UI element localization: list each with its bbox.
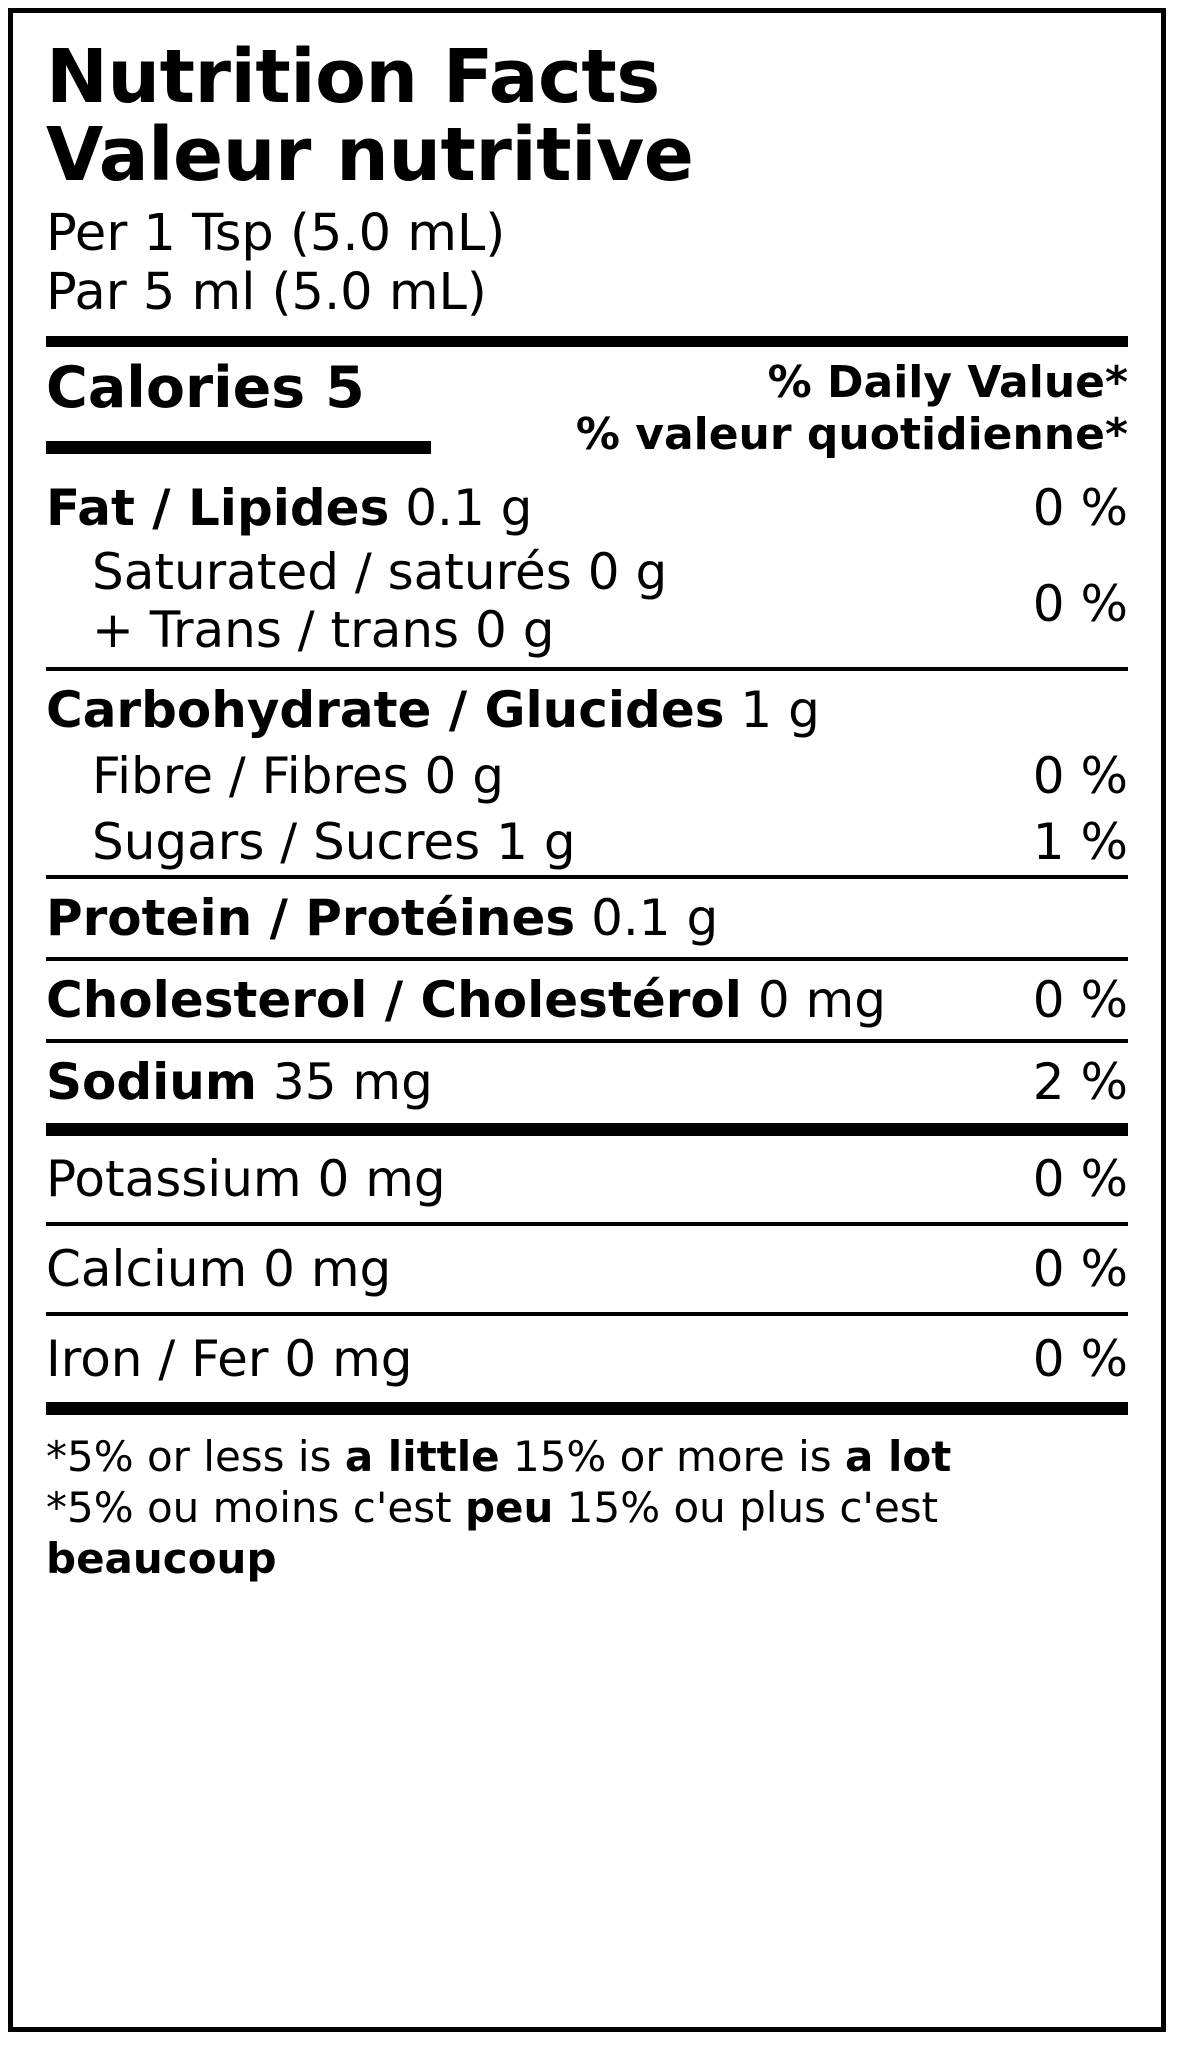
fat-name: Fat / Lipides xyxy=(46,478,390,537)
sodium-dv: 2 % xyxy=(1032,1052,1128,1111)
sodium-amount: 35 mg xyxy=(272,1052,433,1111)
potassium-name-amount xyxy=(46,1150,446,1208)
footnote-en-bold1: a little xyxy=(344,1431,500,1481)
divider-thick-minerals xyxy=(46,1123,1128,1136)
cholesterol-dv: 0 % xyxy=(1032,970,1128,1029)
fibre-name: Fibre / Fibres xyxy=(92,746,409,805)
table-row-potassium xyxy=(46,1136,1128,1222)
sodium-name: Sodium xyxy=(46,1052,257,1111)
footnote xyxy=(46,1415,1128,1585)
footnote-english xyxy=(46,1431,1128,1482)
sugars-name: Sugars / Sucres xyxy=(92,812,481,871)
saturated-trans-dv: 0 % xyxy=(1032,574,1128,633)
calcium-name-amount xyxy=(46,1240,391,1298)
iron-name: Iron / Fer xyxy=(46,1329,269,1388)
protein-name-amount xyxy=(46,889,718,947)
potassium-name: Potassium xyxy=(46,1149,302,1208)
footnote-en-part1: *5% or less is xyxy=(46,1431,345,1481)
fibre-amount: 0 g xyxy=(424,746,504,805)
cholesterol-amount: 0 mg xyxy=(757,970,886,1029)
cholesterol-name: Cholesterol / Cholestérol xyxy=(46,970,742,1029)
iron-name-amount xyxy=(46,1330,413,1388)
table-row-iron xyxy=(46,1316,1128,1402)
footnote-en-part2: 15% or more is xyxy=(499,1431,846,1481)
nutrition-facts-panel xyxy=(8,8,1166,2032)
table-row-saturated-trans xyxy=(46,543,1128,667)
calcium-amount: 0 mg xyxy=(263,1239,392,1298)
serving-size-english: Per 1 Tsp (5.0 mL) xyxy=(46,204,506,264)
sugars-dv: 1 % xyxy=(1032,812,1128,871)
protein-amount: 0.1 g xyxy=(591,888,719,947)
potassium-amount: 0 mg xyxy=(317,1149,446,1208)
fibre-name-amount xyxy=(46,747,504,805)
footnote-fr-part1: *5% ou moins c'est xyxy=(46,1482,465,1532)
protein-name: Protein / Protéines xyxy=(46,888,576,947)
table-row-sugars xyxy=(46,809,1128,875)
footnote-fr-part2: 15% ou plus c'est xyxy=(553,1482,939,1532)
sugars-amount: 1 g xyxy=(496,812,576,871)
fibre-dv: 0 % xyxy=(1032,746,1128,805)
calcium-dv: 0 % xyxy=(1032,1239,1128,1298)
carbohydrate-name: Carbohydrate / Glucides xyxy=(46,680,725,739)
fat-name-amount xyxy=(46,479,532,537)
calories-row xyxy=(46,355,1128,467)
page-title-english: Nutrition Facts xyxy=(46,34,660,120)
footnote-french xyxy=(46,1482,1128,1533)
trans-line xyxy=(46,601,1128,659)
sodium-name-amount xyxy=(46,1053,433,1111)
calcium-name: Calcium xyxy=(46,1239,248,1298)
saturated-line xyxy=(46,543,1128,601)
nutrition-facts-content xyxy=(46,34,1128,2017)
table-row-sodium xyxy=(46,1043,1128,1123)
footnote-fr-bold1: peu xyxy=(464,1482,554,1532)
divider-thick-top xyxy=(46,336,1128,347)
iron-dv: 0 % xyxy=(1032,1329,1128,1388)
daily-value-header-english: % Daily Value* xyxy=(767,356,1128,408)
calories-underline xyxy=(46,441,431,454)
daily-value-header-french: % valeur quotidienne* xyxy=(575,408,1128,460)
footnote-en-bold2: a lot xyxy=(845,1431,952,1481)
saturated-name: Saturated / saturés xyxy=(92,542,572,601)
sugars-name-amount xyxy=(46,813,576,871)
trans-name: + Trans / trans xyxy=(92,600,460,659)
potassium-dv: 0 % xyxy=(1032,1149,1128,1208)
cholesterol-name-amount xyxy=(46,971,886,1029)
fat-amount: 0.1 g xyxy=(405,478,533,537)
table-row-fibre xyxy=(46,743,1128,809)
footnote-fr-bold2: beaucoup xyxy=(46,1534,277,1584)
page-title-french: Valeur nutritive xyxy=(46,112,694,199)
table-row-fat xyxy=(46,467,1128,543)
table-row-carbohydrate xyxy=(46,671,1128,743)
trans-amount: 0 g xyxy=(475,600,555,659)
table-row-calcium xyxy=(46,1226,1128,1312)
daily-value-header xyxy=(576,357,1128,461)
fat-dv: 0 % xyxy=(1032,478,1128,537)
serving-size-french: Par 5 ml (5.0 mL) xyxy=(46,262,487,322)
divider-thick-footnote xyxy=(46,1402,1128,1415)
iron-amount: 0 mg xyxy=(284,1329,413,1388)
saturated-amount: 0 g xyxy=(587,542,668,601)
carbohydrate-amount: 1 g xyxy=(740,680,820,739)
calories-label: Calories 5 xyxy=(46,354,365,421)
table-row-protein xyxy=(46,879,1128,957)
carbohydrate-name-amount xyxy=(46,681,820,739)
table-row-cholesterol xyxy=(46,961,1128,1039)
